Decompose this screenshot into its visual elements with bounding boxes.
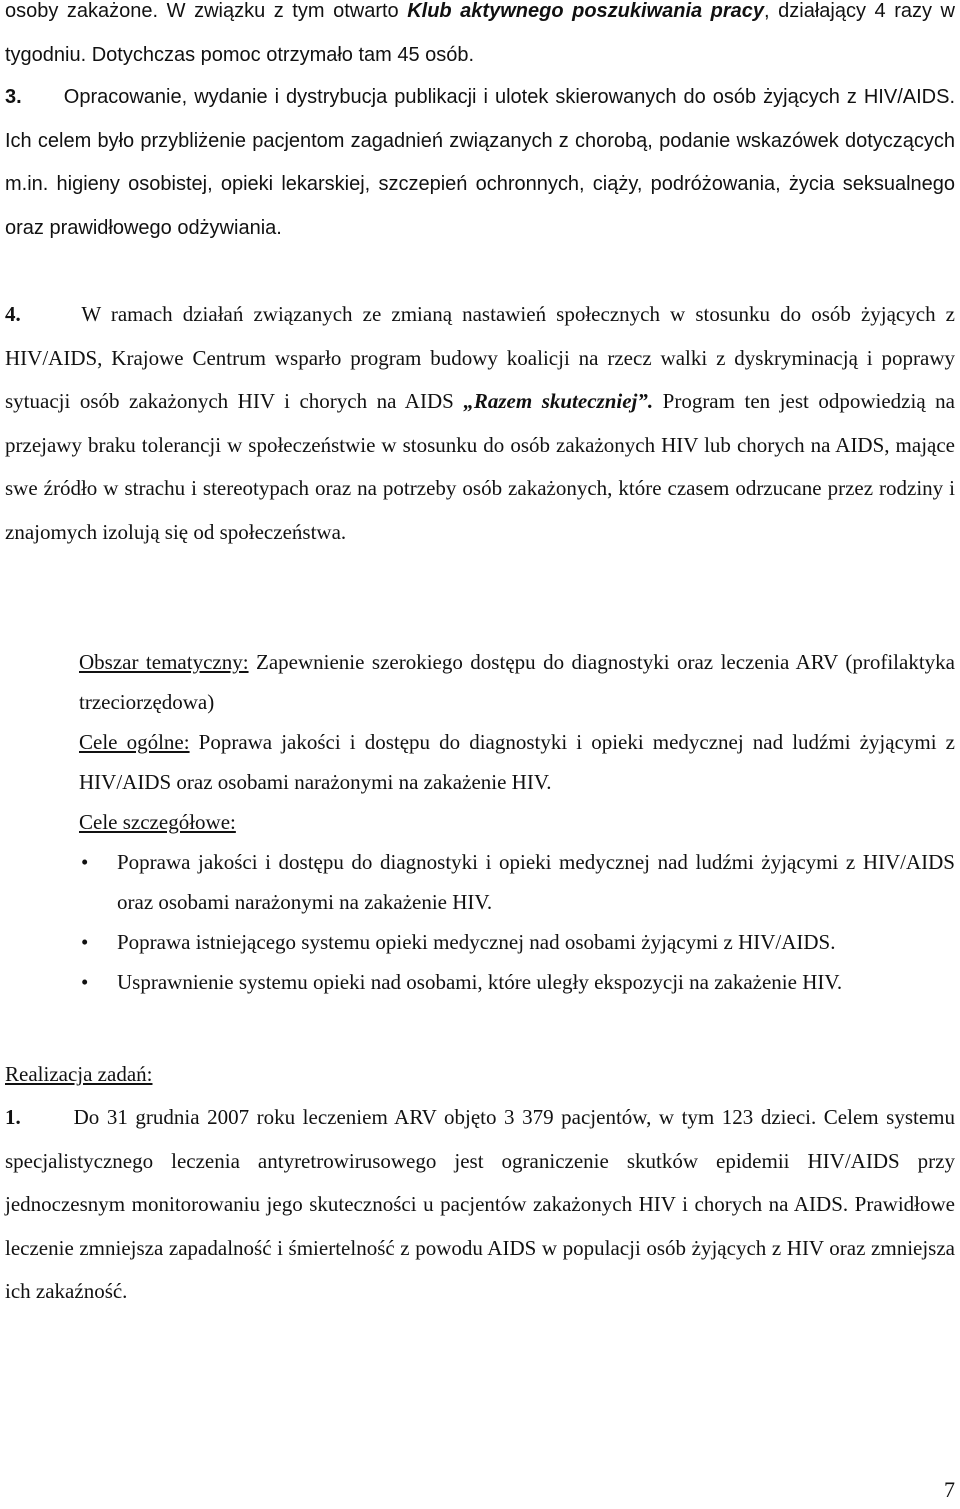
club-name: Klub aktywnego poszukiwania pracy: [407, 0, 765, 22]
specific-goals-list: [79, 842, 955, 1002]
paragraph-text: osoby zakażone. W związku z tym otwarto: [5, 0, 408, 22]
section-heading: [5, 1053, 955, 1097]
bullet-icon: •: [81, 930, 89, 954]
paragraph-continued: [5, 0, 955, 77]
bullet-icon: •: [81, 850, 89, 874]
item-text: Do 31 grudnia 2007 roku leczeniem ARV objęto 3 379 pacjentów, w tym 123 dzieci. Celem systemu specjalistycznego leczenia antyretrowirusowego jest ograniczenie skutków epidemii HIV/AIDS przy jednoczesnym monitorowaniu jego skuteczności u pacjentów zakażonych HIV i chorych na AIDS. Prawidłowe leczenie zmniejsza zapadalność i śmiertelność z powodu AIDS w populacji osób żyjących z HIV oraz zmniejsza ich zakaźność.: [5, 1105, 955, 1304]
list-item: [79, 922, 955, 962]
specific-goals-heading: [79, 802, 955, 842]
list-item: [79, 842, 955, 922]
general-goals-label: Cele ogólne:: [79, 730, 190, 754]
item-text: Opracowanie, wydanie i dystrybucja publikacji i ulotek skierowanych do osób żyjących z HIV/AIDS. Ich celem było przybliżenie pacjentom zagadnień związanych z chorobą, podanie wskazówek dotyczących m.in. higieny osobistej, opieki lekarskiej, szczepień ochronnych, ciąży, podróżowania, życia seksualnego oraz prawidłowego odżywiania.: [5, 86, 956, 239]
bullet-icon: •: [81, 970, 89, 994]
thematic-area-label: Obszar tematyczny:: [79, 650, 249, 674]
general-goals-text: Poprawa jakości i dostępu do diagnostyki i opieki medycznej nad ludźmi żyjącymi z HIV/AIDS oraz osobami narażonymi na zakażenie HIV.: [79, 730, 955, 794]
realization-item-1: [5, 1096, 955, 1314]
program-name: „Razem skuteczniej”.: [463, 389, 654, 414]
item-number: 4.: [5, 302, 21, 326]
list-item: [79, 962, 955, 1002]
specific-goals-label: Cele szczegółowe:: [79, 810, 236, 834]
list-item-4: [5, 293, 955, 555]
item-text: Program ten jest odpowiedzią na przejawy braku tolerancji w społeczeństwie w stosunku do osób zakażonych HIV lub chorych na AIDS, mające swe źródło w strachu i stereotypach oraz na potrzeby osób zakażonych, które czasem odrzucane przez rodziny i znajomych izolują się od społeczeństwa.: [5, 389, 955, 544]
paragraph-text: , działający 4 razy w tygodniu. Dotychczas pomoc otrzymało tam 45 osób.: [5, 0, 955, 66]
thematic-area-text: Zapewnienie szerokiego dostępu do diagnostyki oraz leczenia ARV (profilaktyka trzeciorzędowa): [79, 650, 955, 714]
general-goals: [79, 722, 955, 802]
list-item-text: Poprawa istniejącego systemu opieki medycznej nad osobami żyjącymi z HIV/AIDS.: [117, 930, 836, 954]
realization-heading: Realizacja zadań:: [5, 1062, 153, 1086]
list-item-text: Usprawnienie systemu opieki nad osobami, które uległy ekspozycji na zakażenie HIV.: [117, 970, 843, 994]
list-item-text: Poprawa jakości i dostępu do diagnostyki i opieki medycznej nad ludźmi żyjącymi z HIV/AIDS oraz osobami narażonymi na zakażenie HIV.: [117, 850, 955, 914]
list-item-3: [5, 76, 955, 250]
item-number: 3.: [5, 86, 22, 108]
thematic-area: [79, 642, 955, 722]
item-text: W ramach działań związanych ze zmianą nastawień społecznych w stosunku do osób żyjących z HIV/AIDS, Krajowe Centrum wsparło program budowy koalicji na rzecz walki z dyskryminacją i poprawy sytuacji osób zakażonych HIV i chorych na AIDS: [5, 302, 955, 414]
page-number: 7: [944, 1477, 955, 1502]
item-number: 1.: [5, 1105, 21, 1129]
